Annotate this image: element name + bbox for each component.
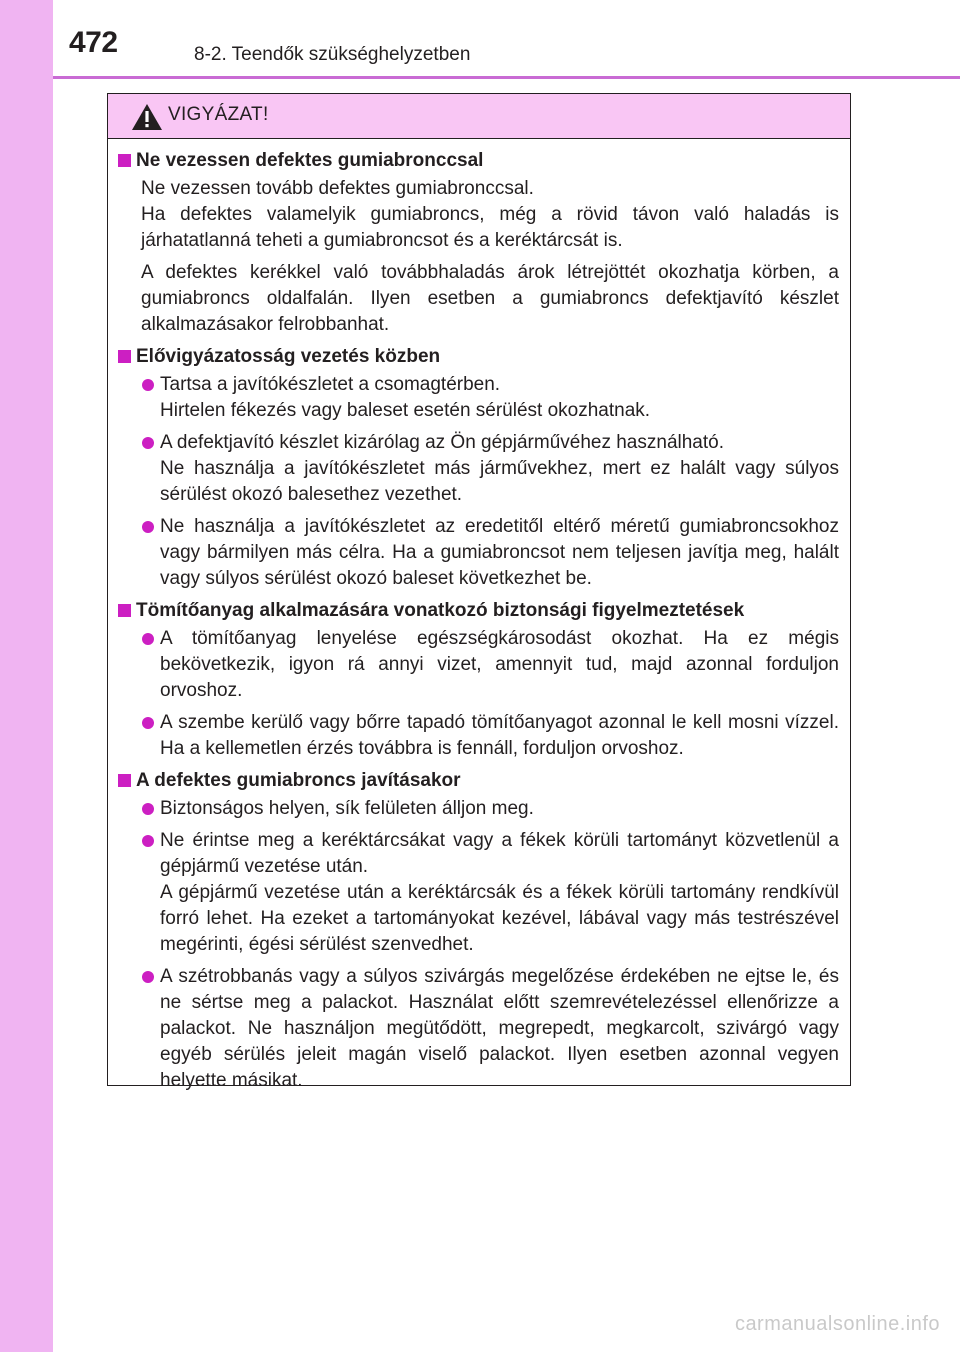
section-heading: Elővigyázatosság vezetés közben (118, 344, 839, 370)
section-title: 8-2. Teendők szükséghelyzetben (194, 44, 471, 65)
square-bullet-icon (118, 604, 131, 617)
warning-section (118, 598, 839, 762)
paragraph: A defektes kerékkel való továbbhaladás árok létrejöttét okozhatja körben, a gumiabroncs oldalfalán. Ilyen esetben a gumiabroncs defektjavító készlet alkalmazásakor felrobbanhat. (141, 262, 839, 335)
round-bullet-icon (142, 803, 154, 815)
warning-label: VIGYÁZAT! (168, 104, 269, 125)
list-item: Biztonságos helyen, sík felületen álljon meg. (118, 796, 839, 822)
header-divider (53, 76, 960, 79)
section-heading: Ne vezessen defektes gumiabronccsal (118, 148, 839, 174)
list-item: A szembe kerülő vagy bőrre tapadó tömítőanyagot azonnal le kell mosni vízzel. Ha a kellemetlen érzés továbbra is fennáll, forduljon orvoshoz. (118, 710, 839, 762)
paragraph: Ne vezessen tovább defektes gumiabronccsal. Ha defektes valamelyik gumiabroncs, még a rövid távon való haladás is járhatatlanná teheti a gumiabroncsot és a keréktárcsát is. (141, 178, 839, 251)
list-item: Tartsa a javítókészletet a csomagtérben. Hirtelen fékezés vagy baleset esetén sérülést okozhatnak. (118, 372, 839, 424)
round-bullet-icon (142, 717, 154, 729)
warning-body (108, 139, 850, 1094)
round-bullet-icon (142, 379, 154, 391)
page-number: 472 (69, 26, 118, 59)
watermark: carmanualsonline.info (734, 1313, 940, 1335)
list-item: A tömítőanyag lenyelése egészségkárosodást okozhat. Ha ez mégis bekövetkezik, igyon rá annyi vizet, amennyit tud, majd azonnal forduljon orvoshoz. (118, 626, 839, 704)
warning-section (118, 148, 839, 338)
section-heading: A defektes gumiabroncs javításakor (118, 768, 839, 794)
round-bullet-icon (142, 835, 154, 847)
list-item: Ne használja a javítókészletet az eredetitől eltérő méretű gumiabroncsokhoz vagy bármilyen más célra. Ha a gumiabroncsot nem teljesen javítja meg, halált vagy súlyos sérülést okozó baleset következhet be. (118, 514, 839, 592)
round-bullet-icon (142, 633, 154, 645)
round-bullet-icon (142, 521, 154, 533)
side-tab-strip (0, 0, 53, 1352)
warning-triangle-icon (131, 103, 163, 131)
list-item: A szétrobbanás vagy a súlyos szivárgás megelőzése érdekében ne ejtse le, és ne sértse meg a palackot. Használat előtt szemrevételezéssel ellenőrizze a palackot. Ne használjon megütődött, megrepedt, megkarcolt, szivárgó vagy egyéb sérülés jeleit magán viselő palackot. Ilyen esetben azonnal vegyen helyette másikat. (118, 964, 839, 1094)
square-bullet-icon (118, 154, 131, 167)
list-item: A defektjavító készlet kizárólag az Ön gépjárművéhez használható. Ne használja a javítókészletet más járművekhez, mert ez halált vagy súlyos sérülést okozó balesethez vezethet. (118, 430, 839, 508)
list-item: Ne érintse meg a keréktárcsákat vagy a fékek körüli tartományt közvetlenül a gépjármű vezetése után. A gépjármű vezetése után a keréktárcsák és a fékek körüli tartomány rendkívül forró lehet. Ha ezeket a tartományokat kezével, lábával vagy más testrészével megérinti, égési sérülést szenvedhet. (118, 828, 839, 958)
warning-section (118, 344, 839, 592)
section-heading: Tömítőanyag alkalmazására vonatkozó biztonsági figyelmeztetések (118, 598, 839, 624)
square-bullet-icon (118, 774, 131, 787)
warning-box (107, 93, 851, 1091)
warning-section (118, 768, 839, 1094)
warning-header (108, 94, 850, 139)
round-bullet-icon (142, 971, 154, 983)
round-bullet-icon (142, 437, 154, 449)
square-bullet-icon (118, 350, 131, 363)
